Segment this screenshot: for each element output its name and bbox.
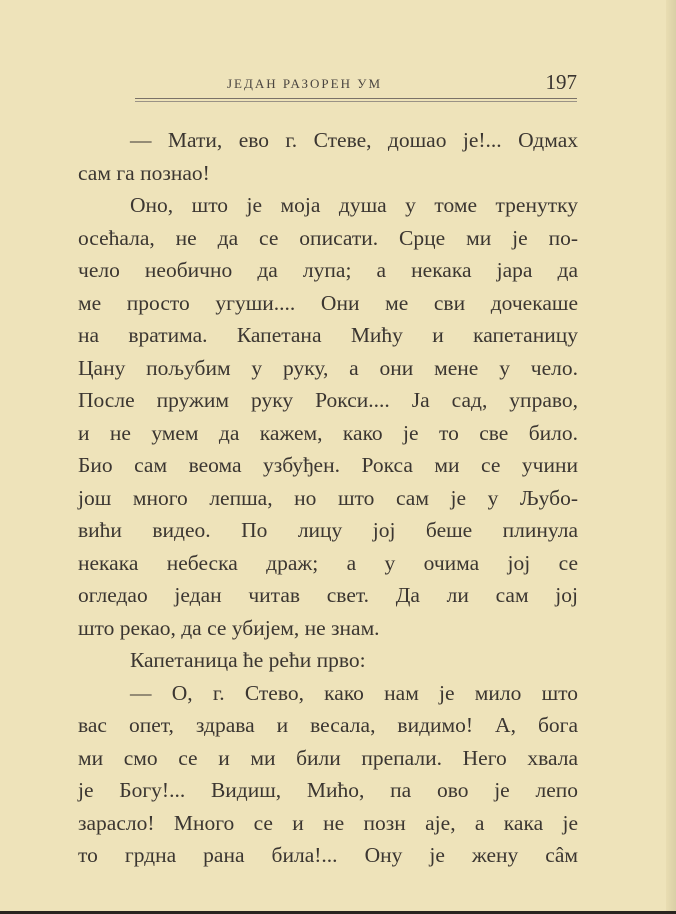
body-text xyxy=(78,124,578,872)
running-title: ЈЕДАН РАЗОРЕН УМ xyxy=(227,76,382,91)
text-line: Цану пољубим у руку, а они мене у чело. xyxy=(78,355,578,380)
text-line: осећала, не да се описати. Срце ми је по- xyxy=(78,225,578,250)
text-line: на вратима. Капетана Мићу и капетаницу xyxy=(78,323,578,347)
header-rule xyxy=(135,98,577,99)
text-line: Оно, што је моја душа у томе тренутку xyxy=(130,193,578,217)
page-number: 197 xyxy=(545,70,577,94)
text-line: и не умем да кажем, како је то све било. xyxy=(78,420,578,445)
page-header xyxy=(135,70,577,98)
page-edge-shadow xyxy=(666,0,676,914)
text-line: то грдна рана била!... Ону је жену сâм xyxy=(78,843,578,867)
text-line: сам га познао! xyxy=(78,160,210,185)
text-line: некака небеска драж; а у очима јој се xyxy=(78,550,578,575)
text-line: вас опет, здрава и весала, видимо! А, бога xyxy=(78,713,578,737)
text-line: После пружим руку Рокси.... Ја сад, управо, xyxy=(78,388,578,412)
text-line: што рекао, да се убијем, не знам. xyxy=(78,615,380,640)
text-line: Капетаница ће рећи прво: xyxy=(130,648,366,672)
text-line: је Богу!... Видиш, Мићо, па ово је лепо xyxy=(78,778,578,802)
header-rule-secondary xyxy=(135,101,577,102)
text-line: — О, г. Стево, како нам је мило што xyxy=(130,680,578,705)
text-line: — Мати, ево г. Стеве, дошао је!... Одмах xyxy=(130,128,578,152)
text-line: чело необично да лупа; а некака јара да xyxy=(78,258,578,282)
text-line: Био сам веома узбуђен. Рокса ми се учини xyxy=(78,453,578,477)
text-line: ме просто угуши.... Они ме сви дочекаше xyxy=(78,290,578,315)
text-line: огледао један читав свет. Да ли сам јој xyxy=(78,583,578,607)
text-line: ми смо се и ми били препали. Него хвала xyxy=(78,745,578,770)
text-line: зарасло! Много се и не позн аје, а кака је xyxy=(78,810,578,835)
text-line: вићи видео. По лицу јој беше плинула xyxy=(78,518,578,542)
text-line: још много лепша, но што сам је у Љубо- xyxy=(78,485,578,510)
